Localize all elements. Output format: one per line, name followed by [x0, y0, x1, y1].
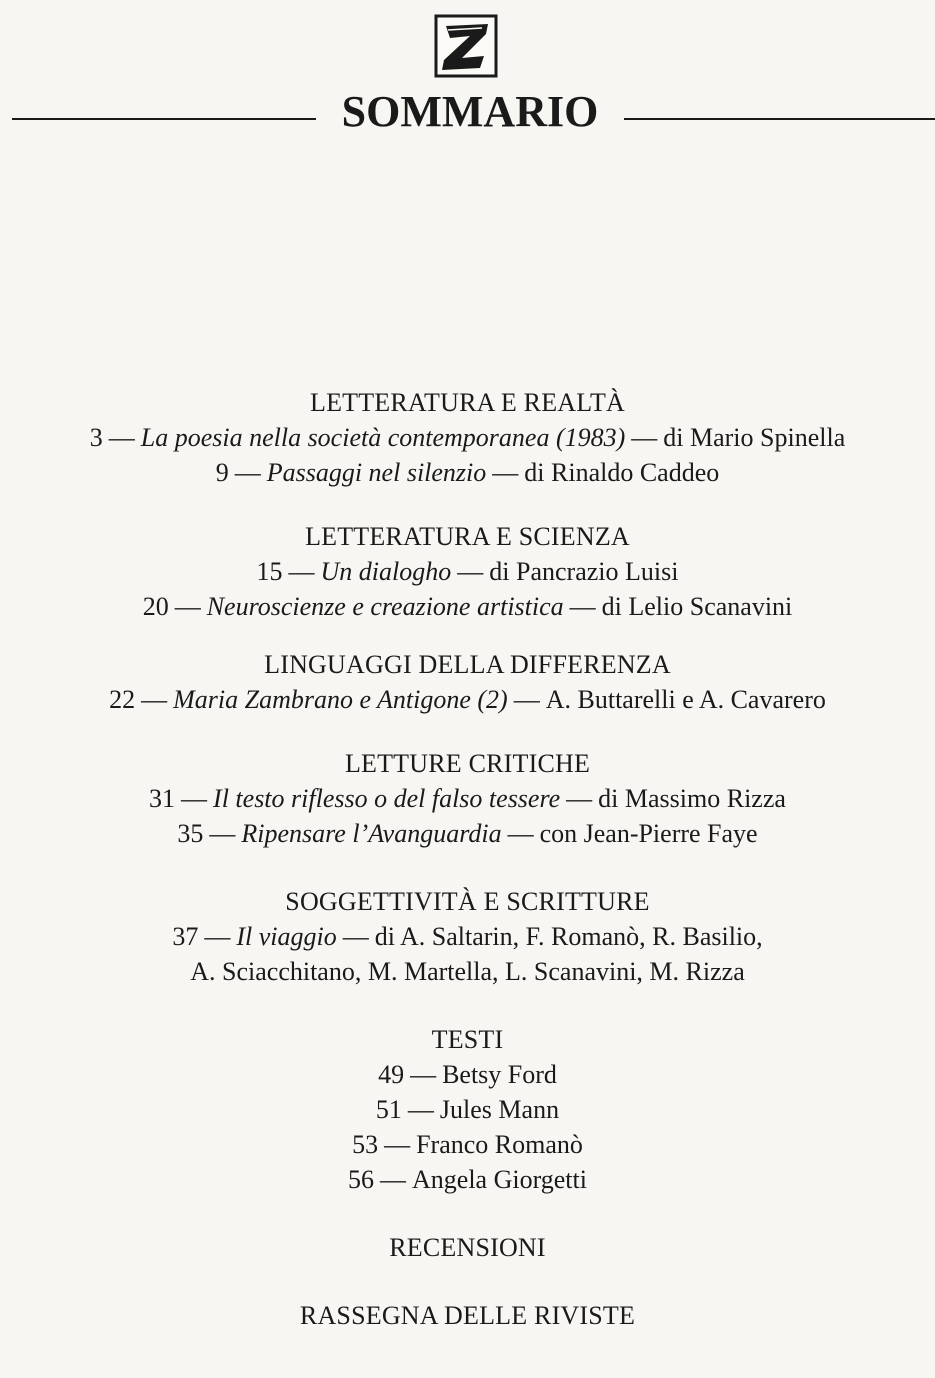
dash: —	[181, 784, 208, 813]
dash: —	[569, 592, 596, 621]
article-title: Maria Zambrano e Antigone (2)	[173, 685, 508, 714]
dash: —	[457, 557, 484, 586]
page-number: 20	[142, 592, 169, 621]
article-author: Angela Giorgetti	[412, 1165, 587, 1194]
dash: —	[204, 922, 231, 951]
article-title: Il testo riflesso o del falso tessere	[213, 784, 561, 813]
page-number: 15	[256, 557, 283, 586]
dash: —	[410, 1060, 437, 1089]
section-testi	[0, 1023, 935, 1197]
dash: —	[513, 685, 540, 714]
dash: —	[566, 784, 593, 813]
article-title: Passaggi nel silenzio	[266, 458, 487, 487]
article-author: Jules Mann	[439, 1095, 560, 1124]
toc-entry	[0, 420, 935, 455]
article-author: con Jean-Pierre Faye	[539, 819, 758, 848]
article-author: di Pancrazio Luisi	[489, 557, 679, 586]
dash: —	[342, 922, 369, 951]
toc-entry	[0, 554, 935, 589]
toc-entry	[0, 1057, 935, 1092]
dash: —	[380, 1165, 406, 1194]
page-number: 35	[177, 819, 204, 848]
header-rule-right	[624, 118, 935, 120]
page-number: 56	[348, 1165, 374, 1194]
section-title: LINGUAGGI DELLA DIFFERENZA	[264, 650, 671, 679]
dash: —	[492, 458, 519, 487]
article-author: Betsy Ford	[442, 1060, 557, 1089]
toc-entry	[0, 455, 935, 490]
section-title: RECENSIONI	[389, 1233, 546, 1262]
page-number: 9	[215, 458, 229, 487]
article-title: Neuroscienze e creazione artistica	[206, 592, 564, 621]
section-rassegna-delle-riviste	[0, 1299, 935, 1333]
page-number: 37	[172, 922, 199, 951]
toc-entry	[0, 1127, 935, 1162]
author-continuation: A. Sciacchitano, M. Martella, L. Scanavini, M. Rizza	[190, 957, 745, 986]
article-author: di Massimo Rizza	[598, 784, 786, 813]
page-number: 22	[109, 685, 136, 714]
toc-entry	[0, 781, 935, 816]
page-number: 31	[149, 784, 176, 813]
toc-entry	[0, 919, 935, 954]
dash: —	[174, 592, 201, 621]
dash: —	[141, 685, 168, 714]
article-author: A. Buttarelli e A. Cavarero	[545, 685, 826, 714]
dash: —	[234, 458, 261, 487]
dash: —	[407, 1095, 434, 1124]
section-letteratura-e-scienza	[0, 520, 935, 624]
dash: —	[384, 1130, 411, 1159]
article-author: di A. Saltarin, F. Romanò, R. Basilio,	[374, 922, 763, 951]
page-number: 53	[352, 1130, 379, 1159]
toc-entry	[0, 1092, 935, 1127]
article-title: Ripensare l’Avanguardia	[241, 819, 502, 848]
dash: —	[108, 423, 135, 452]
article-author: di Lelio Scanavini	[601, 592, 793, 621]
section-letture-critiche	[0, 747, 935, 851]
dash: —	[288, 557, 315, 586]
article-author: Franco Romanò	[416, 1130, 583, 1159]
section-title: SOGGETTIVITÀ E SCRITTURE	[285, 887, 650, 916]
page-number: 49	[378, 1060, 405, 1089]
toc-entry	[0, 816, 935, 851]
section-title: LETTERATURA E SCIENZA	[305, 522, 630, 551]
section-title: LETTURE CRITICHE	[344, 749, 591, 778]
z-letter-logo-icon	[434, 14, 498, 78]
header-rule-left	[12, 118, 316, 120]
page-number: 51	[375, 1095, 402, 1124]
article-title: Il viaggio	[236, 922, 337, 951]
dash: —	[209, 819, 236, 848]
page-title: SOMMARIO	[341, 87, 599, 136]
toc-entry	[0, 682, 935, 717]
article-author: di Mario Spinella	[663, 423, 846, 452]
section-linguaggi-della-differenza	[0, 648, 935, 717]
dash: —	[507, 819, 534, 848]
section-title: LETTERATURA E REALTÀ	[309, 388, 626, 417]
article-author: di Rinaldo Caddeo	[524, 458, 720, 487]
section-letteratura-e-realta	[0, 386, 935, 490]
section-title: TESTI	[431, 1025, 504, 1054]
section-title: RASSEGNA DELLE RIVISTE	[299, 1301, 636, 1330]
article-title: Un dialogho	[320, 557, 452, 586]
page-number: 3	[89, 423, 103, 452]
article-title: La poesia nella società contemporanea (1983)	[140, 423, 626, 452]
table-of-contents	[0, 386, 935, 1333]
section-recensioni	[0, 1231, 935, 1265]
section-soggettivita-e-scritture	[0, 885, 935, 989]
toc-entry	[0, 1162, 935, 1197]
dash: —	[631, 423, 658, 452]
toc-entry	[0, 589, 935, 624]
